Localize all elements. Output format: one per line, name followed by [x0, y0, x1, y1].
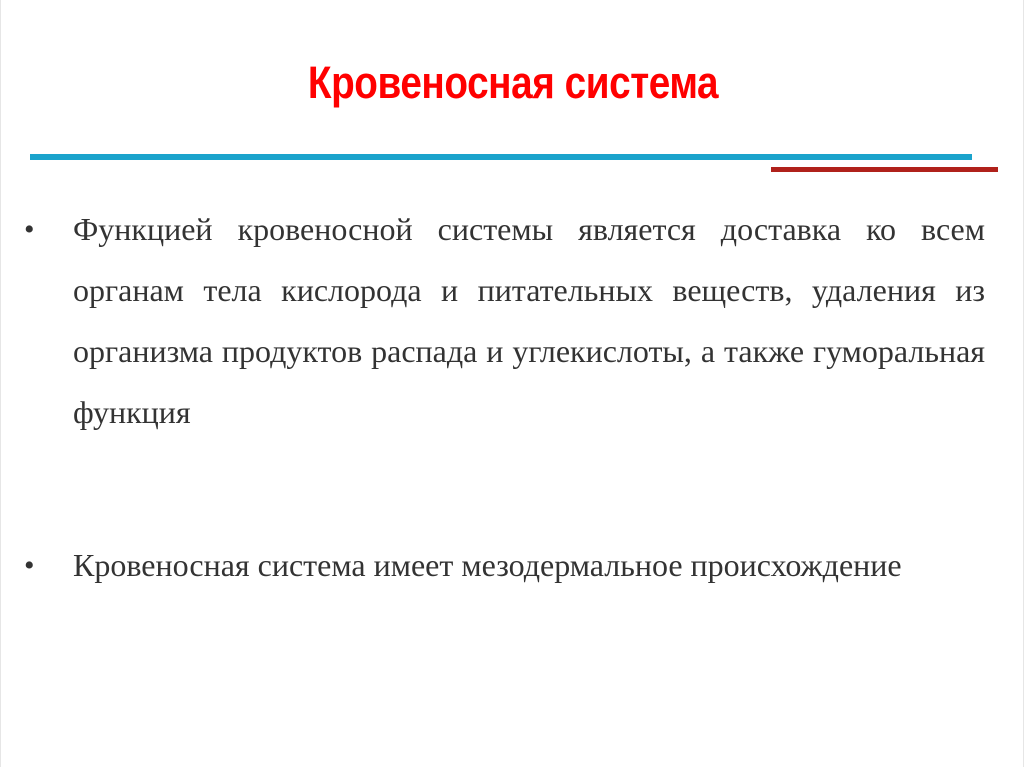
bullet-list — [1, 0, 1024, 767]
bullet-item-function: Функцией кровеносной системы является доставка ко всем органам тела кислорода и питательных веществ, удаления из организма продуктов распада и углекислоты, а также гуморальная функция — [73, 211, 985, 430]
bullet-item-origin: Кровеносная система имеет мезодермальное происхождение — [73, 547, 902, 583]
slide-title: Кровеносная система — [307, 57, 719, 108]
bullet-marker: • — [24, 213, 35, 246]
bullet-marker: • — [24, 549, 35, 582]
